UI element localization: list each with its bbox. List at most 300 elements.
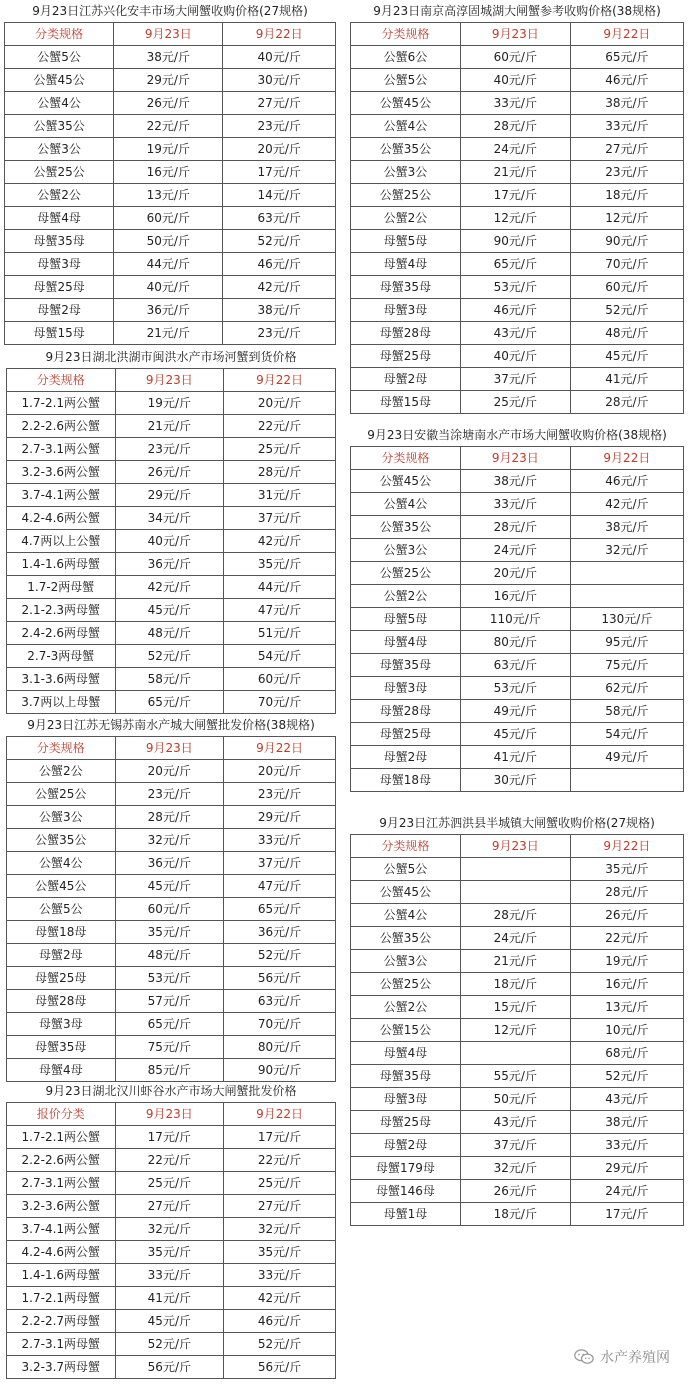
price-yesterday-cell: 60元/斤 bbox=[224, 668, 336, 691]
spec-cell: 公蟹2公 bbox=[5, 184, 114, 207]
table-row bbox=[351, 723, 684, 746]
spec-cell: 公蟹4公 bbox=[351, 904, 461, 927]
price-today-cell: 52元/斤 bbox=[115, 1333, 224, 1356]
price-today-cell: 26元/斤 bbox=[114, 92, 223, 115]
price-today-cell: 40元/斤 bbox=[460, 69, 570, 92]
table-row bbox=[351, 92, 684, 115]
table-title: 9月23日湖北汉川虾谷水产市场大闸蟹批发价格 bbox=[45, 1084, 297, 1098]
price-today-cell: 50元/斤 bbox=[460, 1088, 570, 1111]
price-today-cell: 45元/斤 bbox=[460, 723, 570, 746]
price-today-cell: 85元/斤 bbox=[115, 1059, 224, 1082]
price-today-cell: 19元/斤 bbox=[115, 392, 224, 415]
price-today-cell: 18元/斤 bbox=[460, 973, 570, 996]
price-today-cell: 43元/斤 bbox=[460, 1111, 570, 1134]
price-yesterday-cell: 54元/斤 bbox=[224, 645, 336, 668]
spec-cell: 母蟹2母 bbox=[351, 368, 461, 391]
spec-cell: 母蟹25母 bbox=[351, 723, 461, 746]
price-yesterday-cell: 16元/斤 bbox=[570, 973, 683, 996]
spec-cell: 公蟹45公 bbox=[351, 92, 461, 115]
price-yesterday-cell: 17元/斤 bbox=[224, 1126, 336, 1149]
table-row bbox=[7, 576, 336, 599]
spec-cell: 公蟹45公 bbox=[7, 875, 116, 898]
price-today-cell: 43元/斤 bbox=[460, 322, 570, 345]
column-header: 分类规格 bbox=[5, 23, 114, 46]
table-row bbox=[7, 645, 336, 668]
spec-cell: 3.2-3.6两公蟹 bbox=[7, 461, 116, 484]
price-yesterday-cell: 32元/斤 bbox=[224, 1218, 336, 1241]
spec-cell: 母蟹2母 bbox=[351, 1134, 461, 1157]
table-row bbox=[351, 230, 684, 253]
price-yesterday-cell: 37元/斤 bbox=[224, 852, 336, 875]
spec-cell: 母蟹4母 bbox=[351, 1042, 461, 1065]
spec-cell: 公蟹25公 bbox=[351, 973, 461, 996]
table-row bbox=[7, 760, 336, 783]
column-header: 9月23日 bbox=[460, 23, 570, 46]
table-header-row bbox=[351, 447, 684, 470]
table-row bbox=[7, 415, 336, 438]
spec-cell: 公蟹3公 bbox=[351, 161, 461, 184]
spec-cell: 母蟹3母 bbox=[351, 299, 461, 322]
price-yesterday-cell: 42元/斤 bbox=[223, 276, 336, 299]
spec-cell: 母蟹28母 bbox=[351, 700, 461, 723]
spec-cell: 母蟹28母 bbox=[351, 322, 461, 345]
price-today-cell: 34元/斤 bbox=[115, 507, 224, 530]
table-row bbox=[7, 1149, 336, 1172]
price-table bbox=[4, 22, 336, 345]
table-row bbox=[351, 299, 684, 322]
price-today-cell: 37元/斤 bbox=[460, 368, 570, 391]
spec-cell: 2.7-3.1两公蟹 bbox=[7, 438, 116, 461]
spec-cell: 公蟹2公 bbox=[351, 207, 461, 230]
spec-cell: 2.7-3.1两母蟹 bbox=[7, 1333, 116, 1356]
price-today-cell: 36元/斤 bbox=[114, 299, 223, 322]
spec-cell: 母蟹2母 bbox=[351, 746, 461, 769]
price-today-cell: 15元/斤 bbox=[460, 996, 570, 1019]
price-today-cell: 53元/斤 bbox=[115, 967, 224, 990]
spec-cell: 4.2-4.6两公蟹 bbox=[7, 1241, 116, 1264]
price-today-cell: 38元/斤 bbox=[114, 46, 223, 69]
price-today-cell: 28元/斤 bbox=[460, 516, 570, 539]
price-yesterday-cell: 90元/斤 bbox=[570, 230, 683, 253]
price-yesterday-cell: 28元/斤 bbox=[224, 461, 336, 484]
spec-cell: 公蟹2公 bbox=[351, 585, 461, 608]
price-yesterday-cell: 36元/斤 bbox=[224, 921, 336, 944]
table-row bbox=[351, 46, 684, 69]
table-header-row bbox=[351, 835, 684, 858]
spec-cell: 母蟹1母 bbox=[351, 1203, 461, 1226]
price-yesterday-cell: 20元/斤 bbox=[223, 138, 336, 161]
spec-cell: 母蟹18母 bbox=[351, 769, 461, 792]
table-header-row bbox=[7, 737, 336, 760]
table-row bbox=[351, 391, 684, 414]
spec-cell: 公蟹25公 bbox=[351, 562, 461, 585]
table-title: 9月23日江苏泗洪县半城镇大闸蟹收购价格(27规格) bbox=[379, 816, 655, 830]
price-yesterday-cell: 68元/斤 bbox=[570, 1042, 683, 1065]
price-yesterday-cell: 17元/斤 bbox=[223, 161, 336, 184]
price-yesterday-cell: 38元/斤 bbox=[570, 92, 683, 115]
spec-cell: 2.2-2.6两公蟹 bbox=[7, 1149, 116, 1172]
spec-cell: 公蟹5公 bbox=[351, 69, 461, 92]
price-today-cell: 24元/斤 bbox=[460, 138, 570, 161]
table-row bbox=[7, 921, 336, 944]
table-row bbox=[7, 599, 336, 622]
table-row bbox=[7, 1264, 336, 1287]
price-yesterday-cell: 20元/斤 bbox=[224, 760, 336, 783]
price-yesterday-cell: 27元/斤 bbox=[224, 1195, 336, 1218]
price-yesterday-cell: 52元/斤 bbox=[570, 1065, 683, 1088]
price-yesterday-cell: 44元/斤 bbox=[224, 576, 336, 599]
spec-cell: 公蟹35公 bbox=[351, 516, 461, 539]
price-yesterday-cell: 35元/斤 bbox=[570, 858, 683, 881]
price-yesterday-cell: 63元/斤 bbox=[223, 207, 336, 230]
price-yesterday-cell: 65元/斤 bbox=[570, 46, 683, 69]
column-header: 9月22日 bbox=[224, 737, 336, 760]
table-row bbox=[351, 881, 684, 904]
spec-cell: 公蟹15公 bbox=[351, 1019, 461, 1042]
price-yesterday-cell: 12元/斤 bbox=[570, 207, 683, 230]
table-row bbox=[7, 1218, 336, 1241]
spec-cell: 公蟹4公 bbox=[351, 493, 461, 516]
price-today-cell: 13元/斤 bbox=[114, 184, 223, 207]
spec-cell: 2.2-2.7两母蟹 bbox=[7, 1310, 116, 1333]
price-today-cell: 41元/斤 bbox=[460, 746, 570, 769]
table-row bbox=[7, 1126, 336, 1149]
table-row bbox=[5, 322, 336, 345]
price-yesterday-cell: 22元/斤 bbox=[224, 415, 336, 438]
price-yesterday-cell: 63元/斤 bbox=[224, 990, 336, 1013]
spec-cell: 母蟹25母 bbox=[7, 967, 116, 990]
price-yesterday-cell: 47元/斤 bbox=[224, 599, 336, 622]
price-today-cell: 40元/斤 bbox=[115, 530, 224, 553]
price-today-cell: 45元/斤 bbox=[115, 875, 224, 898]
table-row bbox=[351, 608, 684, 631]
spec-cell: 1.7-2.1两公蟹 bbox=[7, 1126, 116, 1149]
column-header: 分类规格 bbox=[351, 835, 461, 858]
table-row bbox=[5, 161, 336, 184]
table-block-hanchuan bbox=[6, 1080, 336, 1379]
price-today-cell: 29元/斤 bbox=[114, 69, 223, 92]
spec-cell: 公蟹25公 bbox=[7, 783, 116, 806]
price-table bbox=[6, 368, 336, 714]
price-today-cell: 44元/斤 bbox=[114, 253, 223, 276]
price-yesterday-cell: 54元/斤 bbox=[570, 723, 683, 746]
price-today-cell: 32元/斤 bbox=[460, 1157, 570, 1180]
price-today-cell: 53元/斤 bbox=[460, 677, 570, 700]
price-table bbox=[6, 736, 336, 1082]
price-today-cell: 26元/斤 bbox=[115, 461, 224, 484]
spec-cell: 1.4-1.6两母蟹 bbox=[7, 1264, 116, 1287]
price-today-cell: 29元/斤 bbox=[115, 484, 224, 507]
price-yesterday-cell: 45元/斤 bbox=[570, 345, 683, 368]
price-today-cell: 35元/斤 bbox=[115, 1241, 224, 1264]
spec-cell: 公蟹45公 bbox=[351, 881, 461, 904]
price-today-cell: 41元/斤 bbox=[115, 1287, 224, 1310]
table-row bbox=[7, 1195, 336, 1218]
spec-cell: 母蟹4母 bbox=[7, 1059, 116, 1082]
price-yesterday-cell: 46元/斤 bbox=[570, 470, 683, 493]
table-block-gaochun bbox=[350, 0, 684, 414]
price-yesterday-cell: 42元/斤 bbox=[570, 493, 683, 516]
spec-cell: 母蟹25母 bbox=[5, 276, 114, 299]
spec-cell: 1.7-2两母蟹 bbox=[7, 576, 116, 599]
price-today-cell: 60元/斤 bbox=[460, 46, 570, 69]
table-row bbox=[351, 950, 684, 973]
table-row bbox=[5, 299, 336, 322]
spec-cell: 公蟹5公 bbox=[5, 46, 114, 69]
price-today-cell: 48元/斤 bbox=[115, 944, 224, 967]
price-today-cell: 25元/斤 bbox=[460, 391, 570, 414]
table-block-xinghua bbox=[4, 0, 336, 345]
price-today-cell: 33元/斤 bbox=[460, 493, 570, 516]
column-header: 9月22日 bbox=[224, 369, 336, 392]
table-row bbox=[351, 1065, 684, 1088]
price-today-cell: 45元/斤 bbox=[115, 1310, 224, 1333]
price-today-cell: 32元/斤 bbox=[115, 1218, 224, 1241]
price-today-cell: 40元/斤 bbox=[460, 345, 570, 368]
price-today-cell: 33元/斤 bbox=[460, 92, 570, 115]
spec-cell: 母蟹2母 bbox=[5, 299, 114, 322]
table-row bbox=[5, 92, 336, 115]
spec-cell: 2.7-3两母蟹 bbox=[7, 645, 116, 668]
price-today-cell: 18元/斤 bbox=[460, 1203, 570, 1226]
spec-cell: 公蟹6公 bbox=[351, 46, 461, 69]
price-yesterday-cell: 80元/斤 bbox=[224, 1036, 336, 1059]
price-today-cell: 37元/斤 bbox=[460, 1134, 570, 1157]
price-today-cell: 24元/斤 bbox=[460, 539, 570, 562]
table-header-row bbox=[7, 1103, 336, 1126]
price-today-cell: 53元/斤 bbox=[460, 276, 570, 299]
table-row bbox=[351, 1203, 684, 1226]
price-today-cell: 110元/斤 bbox=[460, 608, 570, 631]
column-header: 9月23日 bbox=[115, 737, 224, 760]
price-today-cell: 45元/斤 bbox=[115, 599, 224, 622]
price-today-cell: 20元/斤 bbox=[460, 562, 570, 585]
price-today-cell: 48元/斤 bbox=[115, 622, 224, 645]
price-yesterday-cell bbox=[570, 585, 683, 608]
table-row bbox=[5, 230, 336, 253]
price-yesterday-cell: 27元/斤 bbox=[570, 138, 683, 161]
table-row bbox=[351, 1157, 684, 1180]
spec-cell: 母蟹35母 bbox=[7, 1036, 116, 1059]
table-row bbox=[5, 253, 336, 276]
price-yesterday-cell: 52元/斤 bbox=[223, 230, 336, 253]
price-yesterday-cell: 17元/斤 bbox=[570, 1203, 683, 1226]
spec-cell: 3.1-3.6两母蟹 bbox=[7, 668, 116, 691]
price-yesterday-cell: 25元/斤 bbox=[224, 438, 336, 461]
price-yesterday-cell: 46元/斤 bbox=[224, 1310, 336, 1333]
price-yesterday-cell: 38元/斤 bbox=[570, 516, 683, 539]
price-yesterday-cell: 33元/斤 bbox=[570, 115, 683, 138]
price-yesterday-cell: 29元/斤 bbox=[224, 806, 336, 829]
column-header: 9月22日 bbox=[570, 447, 683, 470]
spec-cell: 母蟹4母 bbox=[5, 207, 114, 230]
price-yesterday-cell: 32元/斤 bbox=[570, 539, 683, 562]
price-today-cell: 20元/斤 bbox=[115, 760, 224, 783]
table-row bbox=[7, 806, 336, 829]
price-table bbox=[350, 22, 684, 414]
price-yesterday-cell: 28元/斤 bbox=[570, 391, 683, 414]
price-yesterday-cell: 20元/斤 bbox=[224, 392, 336, 415]
table-row bbox=[351, 115, 684, 138]
price-today-cell: 60元/斤 bbox=[115, 898, 224, 921]
price-today-cell: 12元/斤 bbox=[460, 207, 570, 230]
price-today-cell: 24元/斤 bbox=[460, 927, 570, 950]
price-today-cell: 36元/斤 bbox=[115, 553, 224, 576]
price-yesterday-cell: 58元/斤 bbox=[570, 700, 683, 723]
price-today-cell bbox=[460, 881, 570, 904]
table-row bbox=[351, 207, 684, 230]
table-row bbox=[351, 493, 684, 516]
spec-cell: 公蟹35公 bbox=[7, 829, 116, 852]
column-header: 9月23日 bbox=[114, 23, 223, 46]
price-yesterday-cell: 13元/斤 bbox=[570, 996, 683, 1019]
spec-cell: 4.7两以上公蟹 bbox=[7, 530, 116, 553]
price-today-cell: 16元/斤 bbox=[114, 161, 223, 184]
spec-cell: 2.4-2.6两母蟹 bbox=[7, 622, 116, 645]
table-row bbox=[7, 852, 336, 875]
table-block-wuxi bbox=[6, 714, 336, 1082]
price-yesterday-cell: 33元/斤 bbox=[224, 1264, 336, 1287]
spec-cell: 公蟹35公 bbox=[351, 927, 461, 950]
table-row bbox=[7, 967, 336, 990]
spec-cell: 公蟹4公 bbox=[7, 852, 116, 875]
price-today-cell: 19元/斤 bbox=[114, 138, 223, 161]
price-yesterday-cell: 90元/斤 bbox=[224, 1059, 336, 1082]
table-row bbox=[7, 1036, 336, 1059]
spec-cell: 公蟹45公 bbox=[5, 69, 114, 92]
price-yesterday-cell: 33元/斤 bbox=[224, 829, 336, 852]
price-today-cell: 23元/斤 bbox=[115, 783, 224, 806]
price-today-cell: 63元/斤 bbox=[460, 654, 570, 677]
spec-cell: 公蟹2公 bbox=[7, 760, 116, 783]
table-row bbox=[351, 539, 684, 562]
table-row bbox=[7, 530, 336, 553]
price-today-cell: 65元/斤 bbox=[460, 253, 570, 276]
price-today-cell: 17元/斤 bbox=[460, 184, 570, 207]
price-table bbox=[6, 1102, 336, 1379]
table-row bbox=[351, 700, 684, 723]
price-yesterday-cell bbox=[570, 562, 683, 585]
column-header: 分类规格 bbox=[7, 369, 116, 392]
price-table bbox=[350, 834, 684, 1226]
spec-cell: 公蟹3公 bbox=[351, 950, 461, 973]
table-row bbox=[7, 461, 336, 484]
spec-cell: 3.2-3.7两母蟹 bbox=[7, 1356, 116, 1379]
table-row bbox=[351, 654, 684, 677]
spec-cell: 1.7-2.1两母蟹 bbox=[7, 1287, 116, 1310]
table-row bbox=[5, 46, 336, 69]
price-today-cell: 65元/斤 bbox=[115, 691, 224, 714]
table-header-row bbox=[351, 23, 684, 46]
table-row bbox=[351, 769, 684, 792]
table-row bbox=[351, 1042, 684, 1065]
table-row bbox=[7, 1356, 336, 1379]
spec-cell: 公蟹35公 bbox=[5, 115, 114, 138]
table-row bbox=[351, 1088, 684, 1111]
spec-cell: 3.7-4.1两公蟹 bbox=[7, 484, 116, 507]
price-yesterday-cell: 62元/斤 bbox=[570, 677, 683, 700]
spec-cell: 公蟹5公 bbox=[7, 898, 116, 921]
price-today-cell: 56元/斤 bbox=[115, 1356, 224, 1379]
wechat-icon bbox=[574, 1348, 594, 1366]
spec-cell: 母蟹5母 bbox=[351, 230, 461, 253]
price-today-cell: 52元/斤 bbox=[115, 645, 224, 668]
table-row bbox=[351, 585, 684, 608]
price-yesterday-cell: 56元/斤 bbox=[224, 967, 336, 990]
table-title: 9月23日江苏兴化安丰市场大闸蟹收购价格(27规格) bbox=[32, 4, 308, 18]
price-yesterday-cell: 27元/斤 bbox=[223, 92, 336, 115]
spec-cell: 公蟹3公 bbox=[351, 539, 461, 562]
price-yesterday-cell: 38元/斤 bbox=[223, 299, 336, 322]
price-today-cell: 38元/斤 bbox=[460, 470, 570, 493]
price-today-cell: 80元/斤 bbox=[460, 631, 570, 654]
price-yesterday-cell: 70元/斤 bbox=[224, 691, 336, 714]
price-today-cell: 55元/斤 bbox=[460, 1065, 570, 1088]
price-yesterday-cell: 70元/斤 bbox=[570, 253, 683, 276]
table-row bbox=[351, 746, 684, 769]
table-row bbox=[351, 345, 684, 368]
table-row bbox=[351, 631, 684, 654]
table-row bbox=[7, 668, 336, 691]
table-row bbox=[351, 973, 684, 996]
column-header: 9月23日 bbox=[115, 369, 224, 392]
table-row bbox=[7, 484, 336, 507]
price-yesterday-cell: 23元/斤 bbox=[224, 783, 336, 806]
price-today-cell: 49元/斤 bbox=[460, 700, 570, 723]
table-row bbox=[7, 507, 336, 530]
price-today-cell: 90元/斤 bbox=[460, 230, 570, 253]
price-yesterday-cell: 26元/斤 bbox=[570, 904, 683, 927]
spec-cell: 母蟹15母 bbox=[351, 391, 461, 414]
price-today-cell: 33元/斤 bbox=[115, 1264, 224, 1287]
table-row bbox=[7, 1013, 336, 1036]
table-row bbox=[351, 1019, 684, 1042]
spec-cell: 母蟹3母 bbox=[5, 253, 114, 276]
price-yesterday-cell: 18元/斤 bbox=[570, 184, 683, 207]
price-yesterday-cell: 65元/斤 bbox=[224, 898, 336, 921]
price-yesterday-cell: 23元/斤 bbox=[570, 161, 683, 184]
price-today-cell: 42元/斤 bbox=[115, 576, 224, 599]
price-today-cell: 30元/斤 bbox=[460, 769, 570, 792]
spec-cell: 3.7两以上母蟹 bbox=[7, 691, 116, 714]
table-row bbox=[7, 438, 336, 461]
table-row bbox=[351, 276, 684, 299]
table-row bbox=[7, 392, 336, 415]
column-header: 分类规格 bbox=[7, 737, 116, 760]
spec-cell: 母蟹4母 bbox=[351, 253, 461, 276]
price-today-cell: 23元/斤 bbox=[115, 438, 224, 461]
price-yesterday-cell: 52元/斤 bbox=[224, 944, 336, 967]
table-block-dangtu bbox=[350, 424, 684, 792]
price-today-cell: 21元/斤 bbox=[460, 950, 570, 973]
price-today-cell: 28元/斤 bbox=[460, 904, 570, 927]
watermark bbox=[574, 1347, 670, 1367]
spec-cell: 母蟹28母 bbox=[7, 990, 116, 1013]
table-row bbox=[351, 138, 684, 161]
price-today-cell: 32元/斤 bbox=[115, 829, 224, 852]
spec-cell: 母蟹35母 bbox=[351, 276, 461, 299]
table-row bbox=[5, 115, 336, 138]
spec-cell: 1.4-1.6两母蟹 bbox=[7, 553, 116, 576]
price-yesterday-cell: 23元/斤 bbox=[223, 115, 336, 138]
table-row bbox=[351, 677, 684, 700]
price-yesterday-cell: 95元/斤 bbox=[570, 631, 683, 654]
table-row bbox=[351, 161, 684, 184]
price-yesterday-cell: 46元/斤 bbox=[570, 69, 683, 92]
spec-cell: 母蟹2母 bbox=[7, 944, 116, 967]
price-yesterday-cell: 42元/斤 bbox=[224, 530, 336, 553]
price-today-cell: 46元/斤 bbox=[460, 299, 570, 322]
